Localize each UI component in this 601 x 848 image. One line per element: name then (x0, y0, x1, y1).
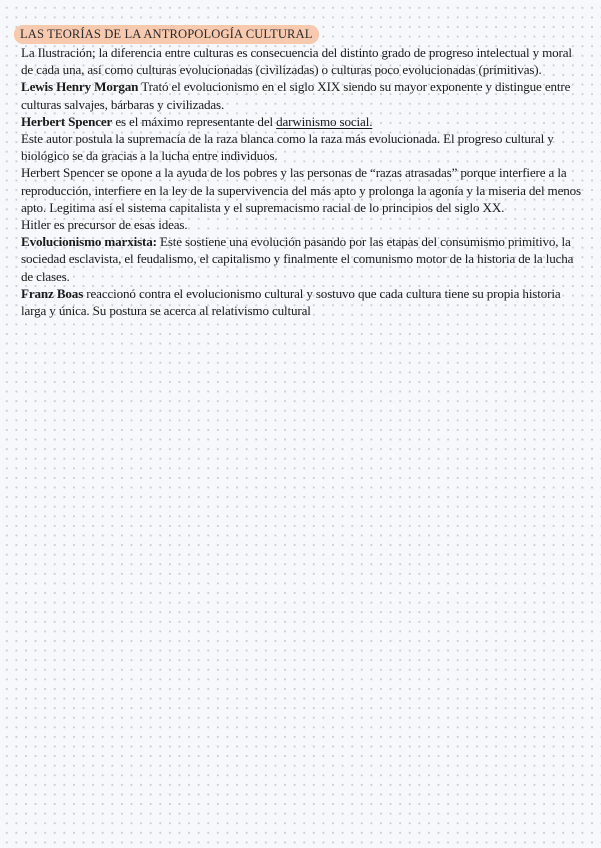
notes-body (21, 44, 581, 319)
paragraph-oposicion: Herbert Spencer se opone a la ayuda de los pobres y las personas de “razas atrasadas” porque interfiere a la reproducción, interfiere en la ley de la supervivencia del más apto y prolonga la agonía y la miseria del menos apto. Legitima así el sistema capitalista y el supremacismo racial de lo principios del siglo XX. (21, 165, 581, 215)
author-name-boas: Franz Boas (21, 285, 84, 301)
author-name-morgan: Lewis Henry Morgan (21, 79, 139, 95)
marxista-text: Este sostiene una evolución pasando por las etapas del consumismo primitivo, la sociedad esclavista, el feudalismo, el capitalismo y finalmente el comunismo motor de la historia de la lucha de clases. (21, 234, 574, 284)
paragraph-hitler: Hitler es precursor de esas ideas. (21, 217, 188, 233)
paragraph-marxista (21, 233, 581, 285)
author-name-spencer: Herbert Spencer (21, 113, 113, 129)
paragraph-spencer (21, 113, 581, 130)
darwinismo-social-link: darwinismo social. (276, 113, 373, 129)
heading-evolucionismo-marxista: Evolucionismo marxista: (21, 234, 157, 250)
page-title: LAS TEORÍAS DE LA ANTROPOLOGÍA CULTURAL (14, 25, 319, 44)
boas-text: reaccionó contra el evolucionismo cultural y sostuvo que cada cultura tiene su propia historia larga y única. Su postura se acerca al relativismo cultural (21, 285, 561, 319)
paragraph-boas (21, 285, 581, 319)
paragraph-ilustracion: La Ilustración; la diferencia entre culturas es consecuencia del distinto grado de progreso intelectual y moral de cada una, así como culturas evolucionadas (civilizadas) o culturas poco evolucionadas (primitivas). (21, 45, 572, 78)
paragraph-morgan (21, 78, 581, 112)
morgan-text: Trató el evolucionismo en el siglo XIX siendo su mayor exponente y distingue entre culturas salvajes, bárbaras y civilizadas. (21, 79, 571, 112)
paragraph-supremacia: Este autor postula la supremacía de la raza blanca como la raza más evolucionada. El progreso cultural y biológico se da gracias a la lucha entre individuos. (21, 131, 554, 164)
spencer-text: es el máximo representante del (112, 113, 277, 129)
